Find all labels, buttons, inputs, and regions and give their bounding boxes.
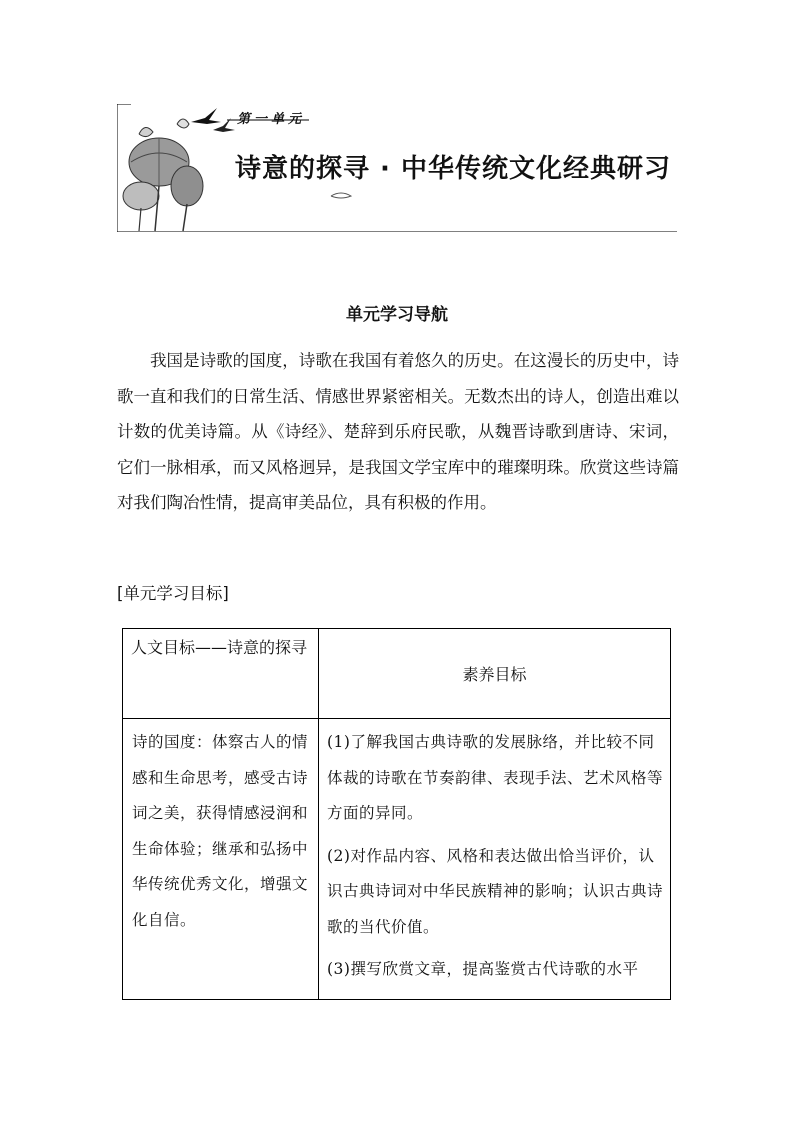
unit-number-tag: 第一单元 (237, 112, 306, 127)
guide-title: 单元学习导航 (346, 305, 448, 325)
col1-header: 人文目标——诗意的探寻 (123, 629, 319, 719)
guide-paragraph: 我国是诗歌的国度，诗歌在我国有着悠久的历史。在这漫长的历史中，诗歌一直和我们的日常生活、情感世界紧密相关。无数杰出的诗人，创造出难以计数的优美诗篇。从《诗经》、楚辞到乐府民歌，从魏晋诗歌到唐诗、宋词，它们一脉相承，而又风格迥异，是我国文学宝库中的璀璨明珠。欣赏这些诗篇对我们陶冶性情，提高审美品位，具有积极的作用。 (117, 351, 679, 512)
goals-table (122, 628, 671, 1000)
unit-title: 诗意的探寻 · 中华传统文化经典研习 (235, 154, 671, 184)
targets-label: [单元学习目标] (117, 584, 229, 603)
unit-banner (117, 104, 677, 232)
table-header-row (123, 629, 671, 719)
literacy-goals-cell (319, 719, 671, 1000)
goal-item-1: (1)了解我国古典诗歌的发展脉络，并比较不同体裁的诗歌在节奏韵律、表现手法、艺术风格等方面的异同。 (327, 733, 664, 822)
table-row (123, 719, 671, 1000)
goal-item-2: (2)对作品内容、风格和表达做出恰当评价，认识古典诗词对中华民族精神的影响；认识古典诗歌的当代价值。 (327, 846, 664, 936)
humanities-goal-cell: 诗的国度：体察古人的情感和生命思考，感受古诗词之美，获得情感浸润和生命体验；继承和弘扬中华传统优秀文化，增强文化自信。 (123, 719, 319, 1000)
col2-header: 素养目标 (319, 629, 671, 719)
goal-item-3: (3)撰写欣赏文章，提高鉴赏古代诗歌的水平 (327, 960, 639, 978)
